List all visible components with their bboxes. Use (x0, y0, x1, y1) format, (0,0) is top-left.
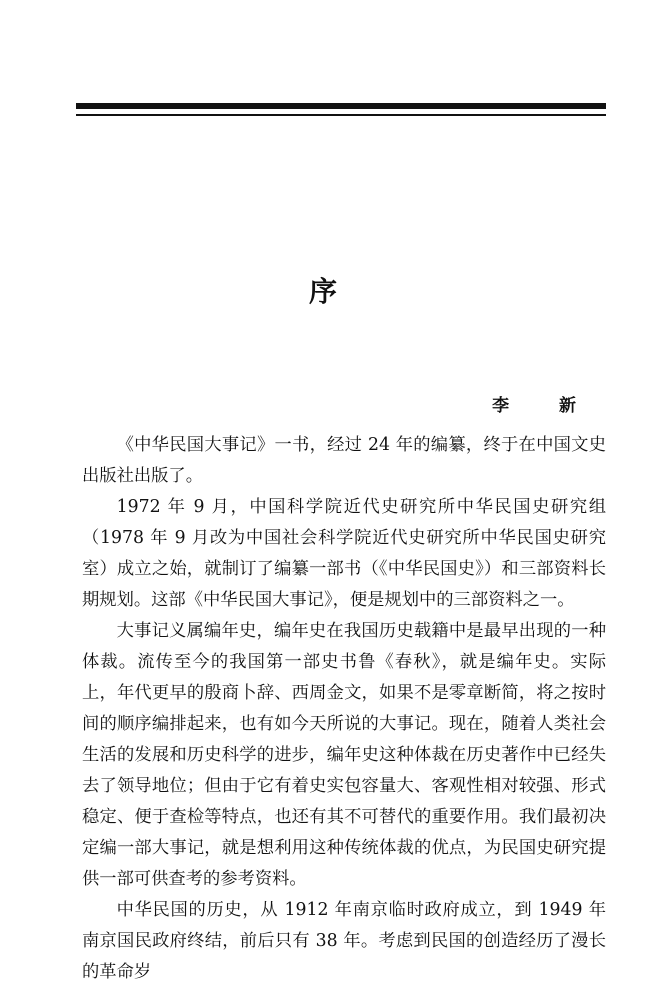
chapter-title: 序 (308, 275, 337, 308)
header-rule-thin (76, 114, 606, 116)
author-name: 李 新 (492, 396, 598, 416)
header-rule-thick (76, 103, 606, 109)
paragraph-2: 1972 年 9 月，中国科学院近代史研究所中华民国史研究组（1978 年 9 月改为中国社会科学院近代史研究所中华民国史研究室）成立之始，就制订了编纂一部书（《中华民国史》）和三部资料长期规划。这部《中华民国大事记》，便是规划中的三部资料之一。 (82, 497, 606, 610)
paragraph-3: 大事记义属编年史，编年史在我国历史载籍中是最早出现的一种体裁。流传至今的我国第一部史书鲁《春秋》，就是编年史。实际上，年代更早的殷商卜辞、西周金文，如果不是零章断简，将之按时间的顺序编排起来，也有如今天所说的大事记。现在，随着人类社会生活的发展和历史科学的进步，编年史这种体裁在历史著作中已经失去了领导地位；但由于它有着史实包容量大、客观性相对较强、形式稳定、便于查检等特点，也还有其不可替代的重要作用。我们最初决定编一部大事记，就是想利用这种传统体裁的优点，为民国史研究提供一部可供查考的参考资料。 (82, 621, 606, 889)
paragraph-4: 中华民国的历史，从 1912 年南京临时政府成立，到 1949 年南京国民政府终结，前后只有 38 年。考虑到民国的创造经历了漫长的革命岁 (82, 900, 606, 982)
body-text (82, 430, 606, 988)
paragraph-1: 《中华民国大事记》一书，经过 24 年的编纂，终于在中国文史出版社出版了。 (82, 435, 606, 486)
